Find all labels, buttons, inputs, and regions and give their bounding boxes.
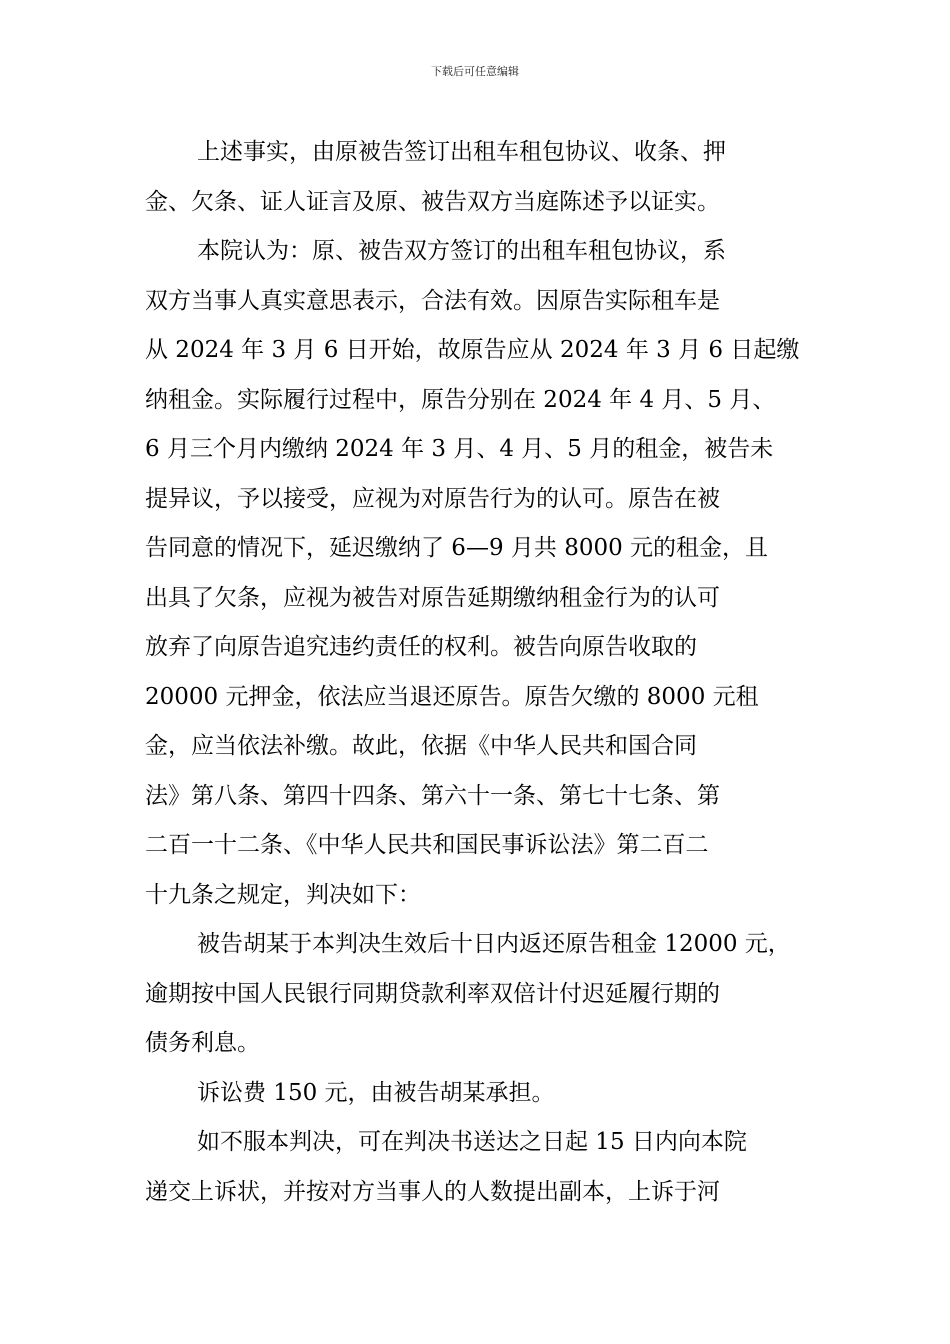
- text-line: 提异议，予以接受，应视为对原告行为的认可。原告在被: [145, 485, 720, 512]
- text-line: 逾期按中国人民银行同期贷款利率双倍计付迟延履行期的: [145, 980, 720, 1007]
- document-body: [145, 128, 810, 1217]
- text-line: 出具了欠条，应视为被告对原告延期缴纳租金行为的认可: [145, 584, 720, 611]
- text-line: 诉讼费 150 元，由被告胡某承担。: [197, 1079, 555, 1106]
- text-line: 告同意的情况下，延迟缴纳了 6—9 月共 8000 元的租金，且: [145, 535, 769, 561]
- text-line: 法》第八条、第四十四条、第六十一条、第七十七条、第: [145, 782, 720, 809]
- text-line: 放弃了向原告追究违约责任的权利。被告向原告收取的: [145, 634, 697, 660]
- text-line: 债务利息。: [145, 1030, 260, 1056]
- text-line: 从 2024 年 3 月 6 日开始，故原告应从 2024 年 3 月 6 日起缴: [145, 337, 800, 363]
- text-line: 纳租金。实际履行过程中，原告分别在 2024 年 4 月、5 月、: [145, 386, 776, 413]
- text-line: 本院认为：原、被告双方签订的出租车租包协议，系: [197, 238, 726, 264]
- text-line: 被告胡某于本判决生效后十日内返还原告租金 12000 元，: [197, 931, 791, 957]
- text-line: 双方当事人真实意思表示，合法有效。因原告实际租车是: [145, 287, 720, 314]
- text-line: 递交上诉状，并按对方当事人的人数提出副本，上诉于河: [145, 1178, 720, 1205]
- text-line: 如不服本判决，可在判决书送达之日起 15 日内向本院: [197, 1129, 747, 1155]
- text-line: 金、欠条、证人证言及原、被告双方当庭陈述予以证实。: [145, 188, 720, 215]
- page-header: 下载后可任意编辑: [431, 65, 519, 78]
- text-line: 金，应当依法补缴。故此，依据《中华人民共和国合同: [145, 733, 697, 759]
- text-line: 20000 元押金，依法应当退还原告。原告欠缴的 8000 元租: [145, 683, 759, 710]
- text-line: 上述事实，由原被告签订出租车租包协议、收条、押: [197, 139, 726, 165]
- text-line: 二百一十二条、《中华人民共和国民事诉讼法》第二百二: [145, 832, 709, 858]
- text-line: 6 月三个月内缴纳 2024 年 3 月、4 月、5 月的租金，被告未: [145, 436, 774, 462]
- text-line: 十九条之规定，判决如下：: [145, 881, 421, 908]
